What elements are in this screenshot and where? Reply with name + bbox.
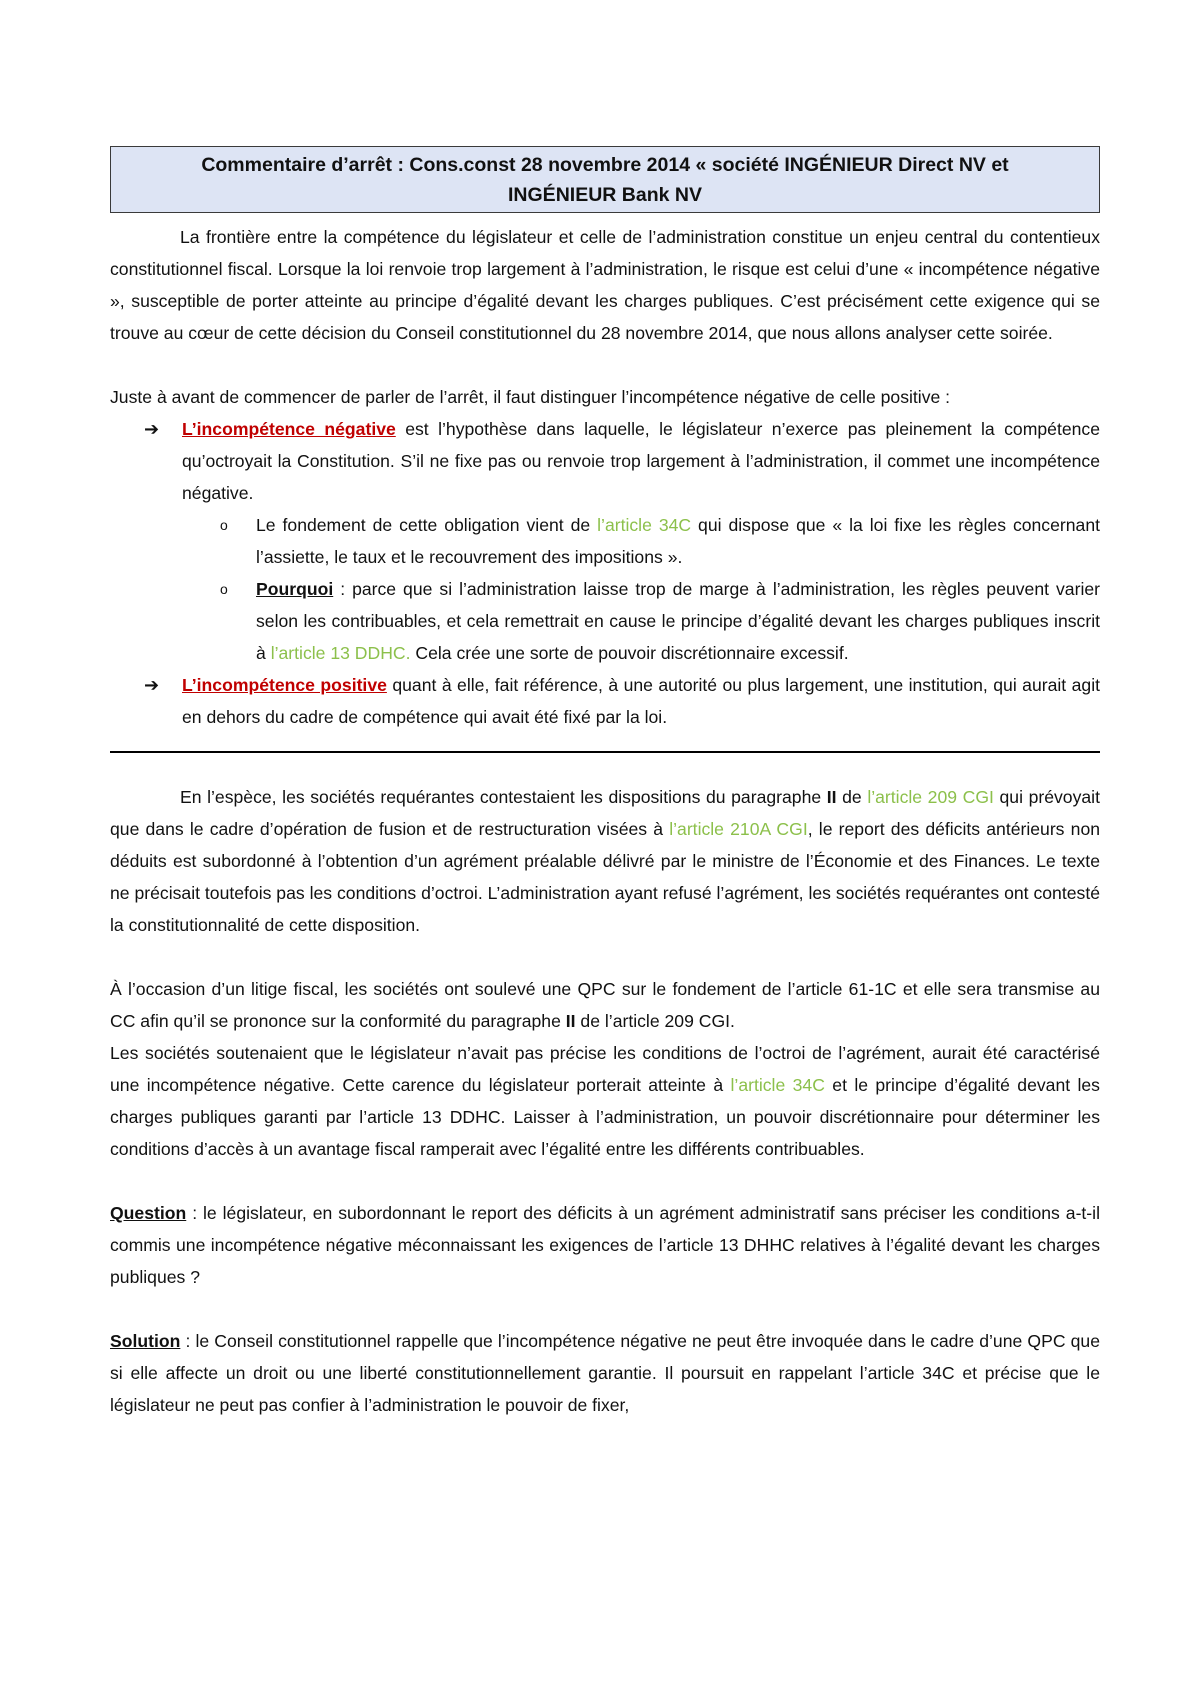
positive-incompetence-text: quant à elle, fait référence, à une autorité ou plus largement, une institution, qui aurait agit en dehors du cadre de compétence qui avait été fixé par la loi. <box>182 675 1100 727</box>
facts-paragraph-2 <box>110 973 1100 1037</box>
question-label: Question <box>110 1203 187 1223</box>
title-line-1: Commentaire d’arrêt : Cons.const 28 novembre 2014 « société INGÉNIEUR Direct NV et <box>201 154 1009 176</box>
why-sub-item <box>110 573 1100 669</box>
document-page <box>110 146 1100 1421</box>
arrow-right-icon: ➔ <box>144 675 160 695</box>
document-title-box <box>110 146 1100 213</box>
question-paragraph <box>110 1197 1100 1293</box>
positive-incompetence-item <box>110 669 1100 733</box>
foundation-sub-item <box>110 509 1100 573</box>
solution-label: Solution <box>110 1331 181 1351</box>
article-34c-reference: l’article 34C <box>597 515 692 535</box>
positive-incompetence-term: L’incompétence positive <box>182 675 387 695</box>
solution-paragraph <box>110 1325 1100 1421</box>
article-34c-reference: l’article 34C <box>730 1075 825 1095</box>
section-divider <box>110 751 1100 753</box>
facts-paragraph-1 <box>110 781 1100 941</box>
why-label: Pourquoi <box>256 579 334 599</box>
negative-incompetence-item <box>110 413 1100 509</box>
paragraph-number: II <box>826 787 837 807</box>
intro-paragraph: La frontière entre la compétence du législateur et celle de l’administration constitue un enjeu central du contentieux constitutionnel fiscal. Lorsque la loi renvoie trop largement à l’administration, le risque est celui d’une « incompétence négative », susceptible de porter atteinte au principe d’égalité devant les charges publiques. C’est précisément cette exigence qui se trouve au cœur de cette décision du Conseil constitutionnel du 28 novembre 2014, que nous allons analyser cette soirée. <box>110 227 1100 343</box>
solution-text: : le Conseil constitutionnel rappelle que l’incompétence négative ne peut être invoquée dans le cadre d’une QPC que si elle affecte un droit ou une liberté constitutionnellement garantie. Il poursuit en rappelant l’article 34C et précise que le législateur ne peut pas confier à l’administration le pouvoir de fixer, <box>110 1331 1100 1415</box>
why-text-after: Cela crée une sorte de pouvoir discrétionnaire excessif. <box>410 643 849 663</box>
facts-text: À l’occasion d’un litige fiscal, les sociétés ont soulevé une QPC sur le fondement de l’article 61-1C et elle sera transmise au CC afin qu’il se prononce sur la conformité du paragraphe <box>110 979 1100 1031</box>
facts-text: En l’espèce, les sociétés requérantes contestaient les dispositions du paragraphe <box>180 787 827 807</box>
facts-paragraph-3 <box>110 1037 1100 1165</box>
foundation-text-before: Le fondement de cette obligation vient de <box>256 515 598 535</box>
facts-text: de <box>836 787 868 807</box>
article-13-ddhc-reference: l’article 13 DDHC. <box>270 643 411 663</box>
facts-text: et le principe d’égalité devant les charges publiques garanti par l’article 13 DDHC. Laisser à l’administration, un pouvoir discrétionnaire pour déterminer les conditions d’accès à un avantage fiscal ramperait avec l’égalité entre les différents contribuables. <box>110 1075 1100 1159</box>
facts-text: qui prévoyait que dans le cadre d’opération de fusion et de restructuration visées à <box>110 787 1100 839</box>
article-209-cgi-reference: l’article 209 CGI <box>867 787 994 807</box>
why-text-before: : parce que si l’administration laisse trop de marge à l’administration, les règles peuvent varier selon les contribuables, et cela remettrait en cause le principe d’égalité devant les charges publiques inscrit à <box>256 579 1100 663</box>
negative-incompetence-text: est l’hypothèse dans laquelle, le législateur n’exerce pas pleinement la compétence qu’octroyait la Constitution. S’il ne fixe pas ou renvoie trop largement à l’administration, il commet une incompétence négative. <box>182 419 1100 503</box>
arrow-right-icon: ➔ <box>144 419 160 439</box>
facts-text: de l’article 209 CGI. <box>575 1011 735 1031</box>
foundation-text-after: qui dispose que « la loi fixe les règles concernant l’assiette, le taux et le recouvrement des impositions ». <box>256 515 1100 567</box>
circle-bullet-icon: o <box>220 581 228 597</box>
title-line-2: INGÉNIEUR Bank NV <box>508 184 702 206</box>
facts-text: Les sociétés soutenaient que le législateur n’avait pas précise les conditions de l’octroi de l’agrément, aurait été caractérisé une incompétence négative. Cette carence du législateur porterait atteinte à <box>110 1043 1100 1095</box>
article-210a-cgi-reference: l’article 210A CGI <box>669 819 808 839</box>
negative-incompetence-term: L’incompétence négative <box>182 419 396 439</box>
facts-text: , le report des déficits antérieurs non déduits est subordonné à l’obtention d’un agrément préalable délivré par le ministre de l’Économie et des Finances. Le texte ne précisait toutefois pas les conditions d’octroi. L’administration ayant refusé l’agrément, les sociétés requérantes ont contesté la constitutionnalité de cette disposition. <box>110 819 1101 935</box>
question-text: : le législateur, en subordonnant le report des déficits à un agrément administratif sans préciser les conditions a-t-il commis une incompétence négative méconnaissant les exigences de l’article 13 DHHC relatives à l’égalité devant les charges publiques ? <box>110 1203 1100 1287</box>
circle-bullet-icon: o <box>220 517 228 533</box>
distinction-lead: Juste à avant de commencer de parler de l’arrêt, il faut distinguer l’incompétence négative de celle positive : <box>110 387 951 407</box>
paragraph-number: II <box>565 1011 576 1031</box>
